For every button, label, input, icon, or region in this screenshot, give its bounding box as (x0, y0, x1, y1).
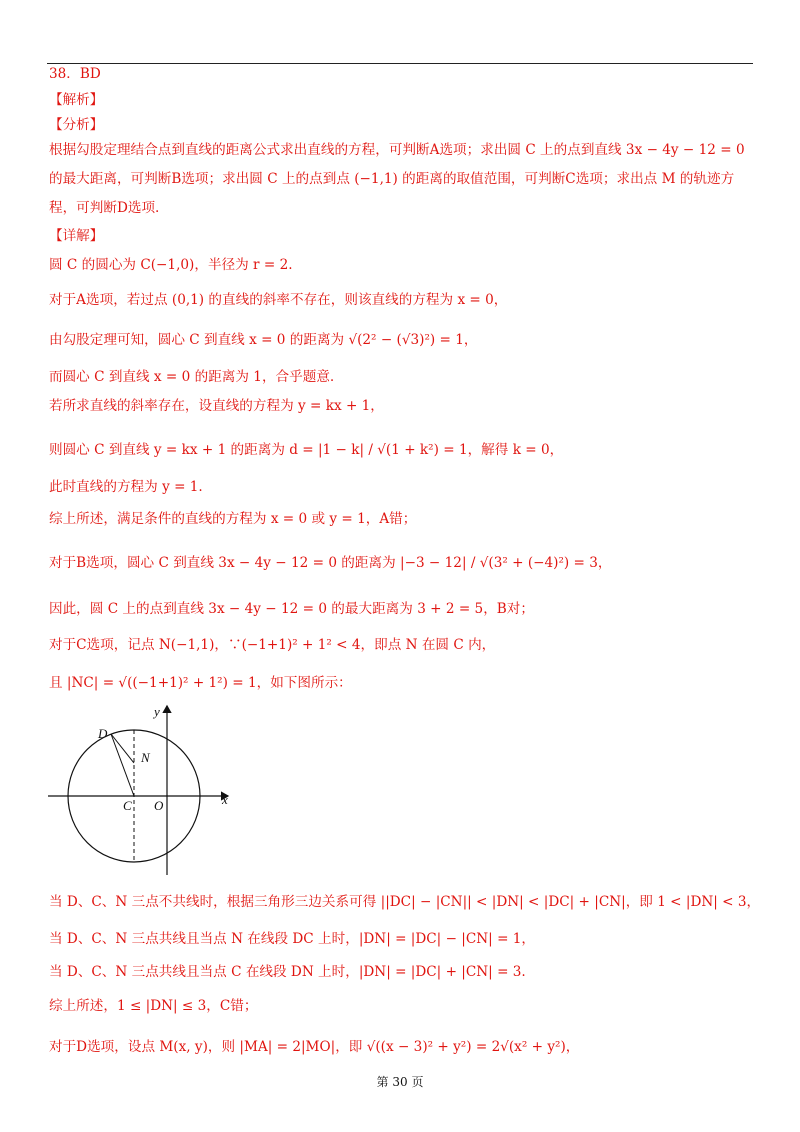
segment-dc (111, 734, 134, 796)
section-subanalysis: 【分析】 (49, 117, 104, 133)
label-y: y (154, 704, 160, 719)
solution-line: 此时直线的方程为 y = 1. (49, 479, 203, 495)
solution-line: 当 D、C、N 三点不共线时，根据三角形三边关系可得 ||DC| − |CN|| < |DN| < |DC| + |CN|，即 1 < |DN| < 3， (49, 894, 761, 910)
label-c: C (123, 798, 132, 813)
solution-line: 而圆心 C 到直线 x = 0 的距离为 1，合乎题意. (49, 369, 335, 385)
solution-line: 对于B选项，圆心 C 到直线 3x − 4y − 12 = 0 的距离为 |−3 − 12| / √(3² + (−4)²) = 3， (49, 555, 612, 571)
label-x: x (222, 792, 228, 807)
solution-line: 则圆心 C 到直线 y = kx + 1 的距离为 d = |1 − k| / √(1 + k²) = 1，解得 k = 0， (49, 442, 564, 458)
label-o: O (154, 798, 164, 813)
solution-line: 且 |NC| = √((−1+1)² + 1²) = 1，如下图所示： (49, 675, 352, 691)
page-number: 第 30 页 (376, 1075, 424, 1089)
solution-line: 因此，圆 C 上的点到直线 3x − 4y − 12 = 0 的最大距离为 3 + 2 = 5，B对； (49, 601, 534, 617)
section-analysis: 【解析】 (49, 92, 104, 108)
solution-line: 当 D、C、N 三点共线且当点 C 在线段 DN 上时，|DN| = |DC| + |CN| = 3. (49, 964, 526, 980)
section-detail: 【详解】 (49, 228, 104, 244)
solution-line: 对于A选项，若过点 (0,1) 的直线的斜率不存在，则该直线的方程为 x = 0， (49, 292, 508, 308)
solution-line: 对于D选项，设点 M(x, y)，则 |MA| = 2|MO|，即 √((x − 3)² + y²) = 2√(x² + y²)， (49, 1039, 580, 1055)
segment-dn (111, 734, 134, 763)
solution-line: 若所求直线的斜率存在，设直线的方程为 y = kx + 1， (49, 398, 384, 414)
analysis-paragraph: 根据勾股定理结合点到直线的距离公式求出直线的方程，可判断A选项；求出圆 C 上的点到直线 3x − 4y − 12 = 0 的最大距离，可判断B选项；求出圆 C 上的点到点 (−1,1) 的距离的取值范围，可判断C选项；求出点 M 的轨迹方程，可判断D选项. (49, 142, 745, 216)
answer-heading: 38．BD (49, 66, 101, 82)
solution-line: 综上所述，满足条件的直线的方程为 x = 0 或 y = 1，A错； (49, 511, 417, 527)
label-n: N (141, 750, 150, 765)
solution-line: 当 D、C、N 三点共线且当点 N 在线段 DC 上时，|DN| = |DC| − |CN| = 1， (49, 931, 536, 947)
solution-line: 综上所述，1 ≤ |DN| ≤ 3，C错； (49, 998, 258, 1014)
solution-line: 圆 C 的圆心为 C(−1,0)，半径为 r = 2. (49, 257, 293, 273)
label-d: D (98, 726, 108, 741)
solution-line: 对于C选项，记点 N(−1,1)，∵(−1+1)² + 1² < 4，即点 N 在圆 C 内， (49, 637, 496, 653)
solution-line: 由勾股定理可知，圆心 C 到直线 x = 0 的距离为 √(2² − (√3)²) = 1， (49, 332, 478, 348)
circle-figure (40, 700, 240, 880)
